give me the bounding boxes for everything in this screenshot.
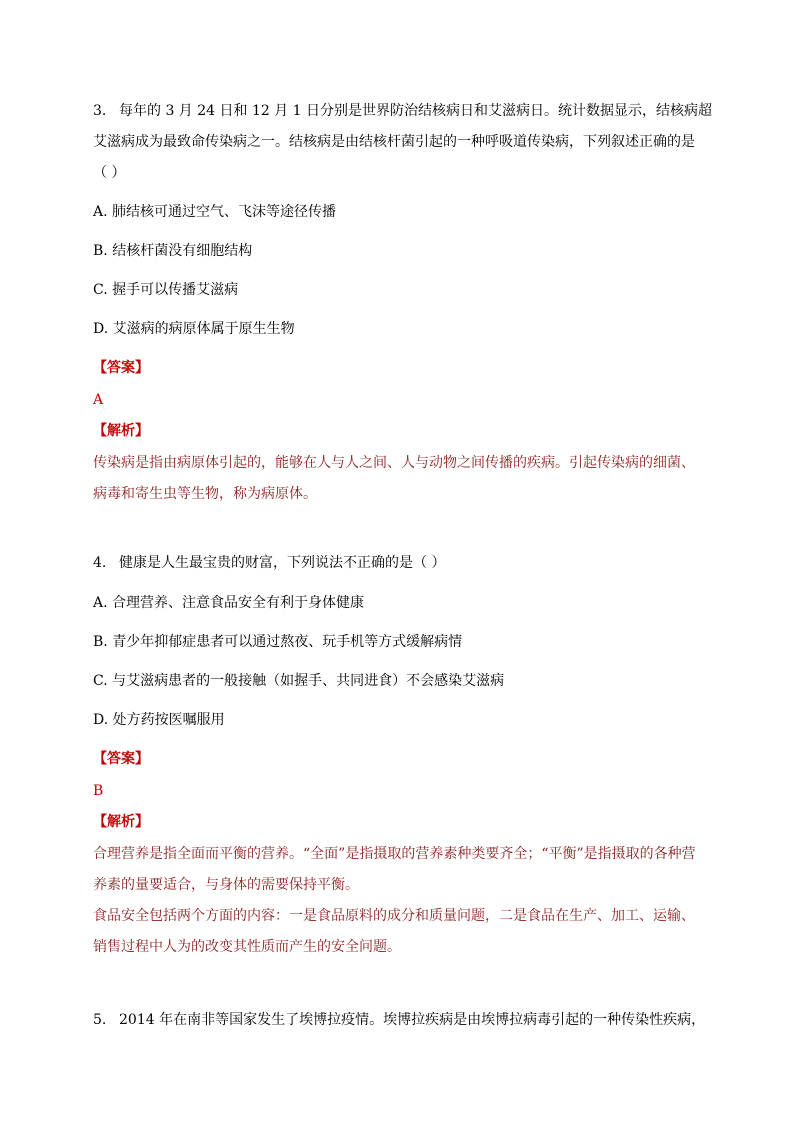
question-3-answer: A xyxy=(93,392,104,408)
question-3-option-b: B. 结核杆菌没有细胞结构 xyxy=(93,243,253,259)
question-3-number: 3. xyxy=(93,103,107,119)
question-3-option-d: D. 艾滋病的病原体属于原生生物 xyxy=(93,321,295,337)
question-4-stem-text: 健康是人生最宝贵的财富，下列说法不正确的是（ ） xyxy=(119,555,446,571)
question-4-analysis-tag: 【解析】 xyxy=(93,814,149,830)
question-4-analysis-line-2: 养素的量要适合，与身体的需要保持平衡。 xyxy=(93,877,359,893)
question-4-analysis-line-4: 销售过程中人为的改变其性质而产生的安全问题。 xyxy=(93,939,401,955)
question-4-option-b: B. 青少年抑郁症患者可以通过熬夜、玩手机等方式缓解病情 xyxy=(93,634,463,650)
question-4-analysis-line-3: 食品安全包括两个方面的内容：一是食品原料的成分和质量问题，二是食品在生产、加工、运输、 xyxy=(93,908,695,924)
question-4-option-d: D. 处方药按医嘱服用 xyxy=(93,712,225,728)
question-3-answer-tag: 【答案】 xyxy=(93,360,149,376)
question-3-option-a: A. 肺结核可通过空气、飞沫等途径传播 xyxy=(93,204,337,220)
question-3-analysis-line-1: 传染病是指由病原体引起的，能够在人与人之间、人与动物之间传播的疾病。引起传染病的细菌、 xyxy=(93,455,695,471)
question-3-stem-line-3: （ ） xyxy=(93,165,126,181)
question-3-stem-line-1 xyxy=(93,101,713,121)
question-3-analysis-tag: 【解析】 xyxy=(93,423,149,439)
question-3-analysis-line-2: 病毒和寄生虫等生物，称为病原体。 xyxy=(93,486,317,502)
question-3-stem-text: 每年的 3 月 24 日和 12 月 1 日分别是世界防治结核病日和艾滋病日。统计数据显示，结核病超 xyxy=(119,103,713,119)
question-4-number: 4. xyxy=(93,555,107,571)
question-4-answer: B xyxy=(93,783,104,799)
question-5-stem-line-1 xyxy=(93,1010,704,1030)
question-5-number: 5. xyxy=(93,1012,107,1028)
question-3-option-c: C. 握手可以传播艾滋病 xyxy=(93,282,239,298)
question-5-stem-text: 2014 年在南非等国家发生了埃博拉疫情。埃博拉疾病是由埃博拉病毒引起的一种传染性疾病， xyxy=(119,1012,706,1028)
question-4-analysis-line-1: 合理营养是指全面而平衡的营养。“全面”是指摄取的营养素种类要齐全；“平衡”是指摄取的各种营 xyxy=(93,846,696,862)
question-4-stem-line-1 xyxy=(93,553,704,573)
question-4-option-a: A. 合理营养、注意食品安全有利于身体健康 xyxy=(93,595,365,611)
question-4-answer-tag: 【答案】 xyxy=(93,751,149,767)
question-3-stem-line-2: 艾滋病成为最致命传染病之一。结核病是由结核杆菌引起的一种呼吸道传染病，下列叙述正确的是 xyxy=(93,134,695,150)
question-4-option-c: C. 与艾滋病患者的一般接触（如握手、共同进食）不会感染艾滋病 xyxy=(93,673,505,689)
